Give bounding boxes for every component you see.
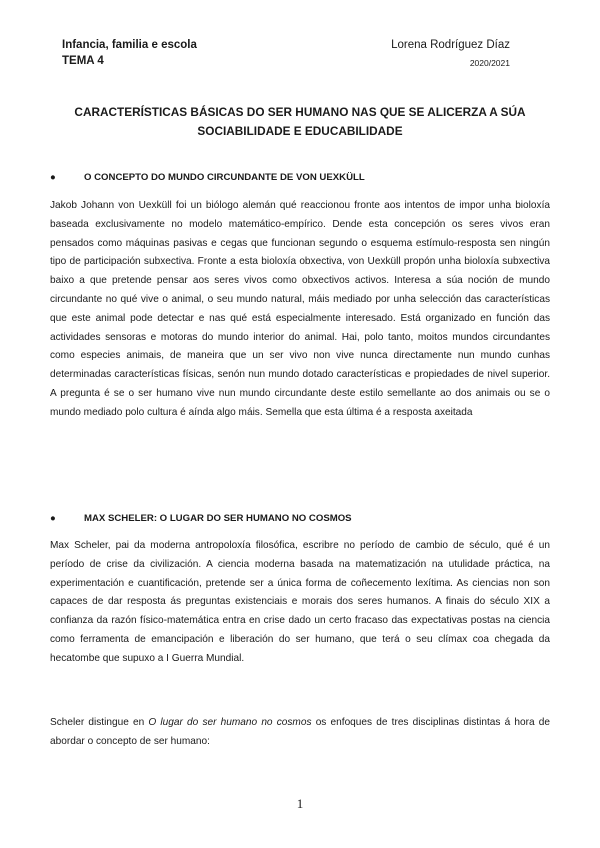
paragraph-uexkull: Jakob Johann von Uexküll foi un biólogo alemán qué reaccionou fronte aos intentos de impor unha bioloxía baseada exclusivamente no modelo matemático-empírico. Dende esta concepción os seres vivos eran pensados como máquinas pasivas e cegas que funcionan segundo o esquema estímulo-resposta sen ningún tipo de participación subxectiva. Fronte a esta bioloxía obxectiva, von Uexküll propón unha bioloxía subxectiva baixo a que pretende pensar aos seres vivos como obxectivos activos. Interesa a súa noción de mundo circundante no qué vive o animal, o seu mundo natural, máis mediado por unha selección das características que este animal pode detectar e nas qué está especialmente interesado. Está organizado en función das actividades sensoras e motoras do mundo interior do animal. Hai, polo tanto, moitos mundos circundantes como especies animais, de maneira que un ser vivo non vive nunca directamente nun mundo cunhas determinadas características físicas, senón nun mundo dotado características e propiedades de nivel superior. A pregunta é se o ser humano vive nun mundo circundante deste estilo semellante ao dos animais ou se o mundo mediado polo cultura é aínda algo máis. Semella que esta última é a resposta axeitada xyxy=(50,200,550,418)
text-fragment: Scheler distingue en xyxy=(50,717,149,728)
bullet-icon: ● xyxy=(50,172,56,183)
paragraph-scheler-distinction xyxy=(50,714,550,752)
text-fragment: os enfoques de tres disciplinas distintas á hora de abordar o concepto de ser humano: xyxy=(50,717,551,747)
header-topic: TEMA 4 xyxy=(62,55,104,67)
section-heading-scheler xyxy=(50,513,550,524)
header-subject: Infancia, familia e escola xyxy=(62,39,197,51)
section-heading-uexkull xyxy=(50,172,550,183)
bullet-icon: ● xyxy=(50,513,56,524)
header-year: 2020/2021 xyxy=(469,58,510,68)
section-heading-text: MAX SCHELER: O LUGAR DO SER HUMANO NO COSMOS xyxy=(84,513,352,524)
document-title: CARACTERÍSTICAS BÁSICAS DO SER HUMANO NAS QUE SE ALICERZA A SÚA SOCIABILIDADE E EDUCABILIDADE xyxy=(74,105,526,138)
book-title: O lugar do ser humano no cosmos xyxy=(148,717,312,728)
header-right xyxy=(391,37,510,71)
header-author: Lorena Rodríguez Díaz xyxy=(391,39,510,51)
section-heading-text: O CONCEPTO DO MUNDO CIRCUNDANTE DE VON UEXKÜLL xyxy=(84,172,365,183)
header-left xyxy=(62,37,197,69)
page-number: 1 xyxy=(296,796,304,811)
paragraph-scheler: Max Scheler, pai da moderna antropoloxía filosófica, escribre no período de cambio de século, qué é un período de crise da civilización. A ciencia moderna basada na matematización na utulidade práctica, na experimentación e cuantificación, pretende ser a única forma de coñecemento lexítima. As ciencias non son capaces de dar resposta ás preguntas existenciais e morais dos seres humanos. A finais do século XIX a confianza da razón físico-matemática entra en crise dado un certo fracaso das expectativas postas na ciencia como ferramenta de emancipación e liberación do ser humano, que terá o seu clímax coa chegada da hecatombe que supuxo a I Guerra Mundial. xyxy=(50,540,550,664)
